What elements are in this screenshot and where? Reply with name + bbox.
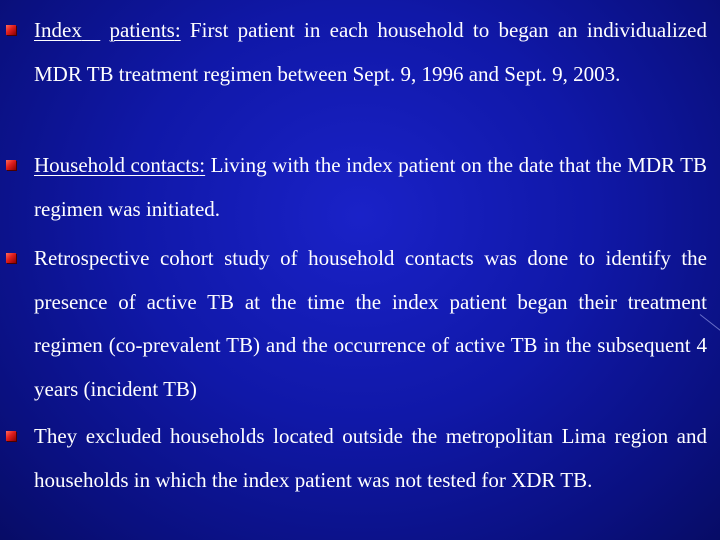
bullet-marker-icon: [6, 160, 16, 170]
bullet-text: [34, 237, 707, 411]
bullet-body: First patient in each household to began an individualized MDR TB treatment regimen between Sept. 9, 1996 and Sept. 9, 2003.: [34, 18, 708, 86]
bullet-body: They excluded households located outside the metropolitan Lima region and households in which the index patient was not tested for XDR TB.: [34, 424, 707, 492]
bullet-text: [34, 144, 707, 231]
bullet-text: [34, 9, 707, 96]
term-patients: patients: [109, 18, 175, 42]
term-colon: :: [199, 153, 206, 177]
term-colon: :: [174, 18, 181, 42]
term-household-contacts: Household contacts: [34, 153, 200, 177]
term-index: Index: [34, 18, 82, 42]
bullet-body: Retrospective cohort study of household contacts was done to identify the presence of active TB at the time the index patient began their treatment regimen (co-prevalent TB) and the occurrence of active TB in the subsequent 4 years (incident TB): [34, 246, 707, 401]
bullet-body: Living with the index patient on the date that the MDR TB regimen was initiated.: [34, 153, 707, 221]
bullet-marker-icon: [6, 25, 16, 35]
bullet-marker-icon: [6, 253, 16, 263]
bullet-text: [34, 415, 707, 502]
bullet-marker-icon: [6, 431, 16, 441]
